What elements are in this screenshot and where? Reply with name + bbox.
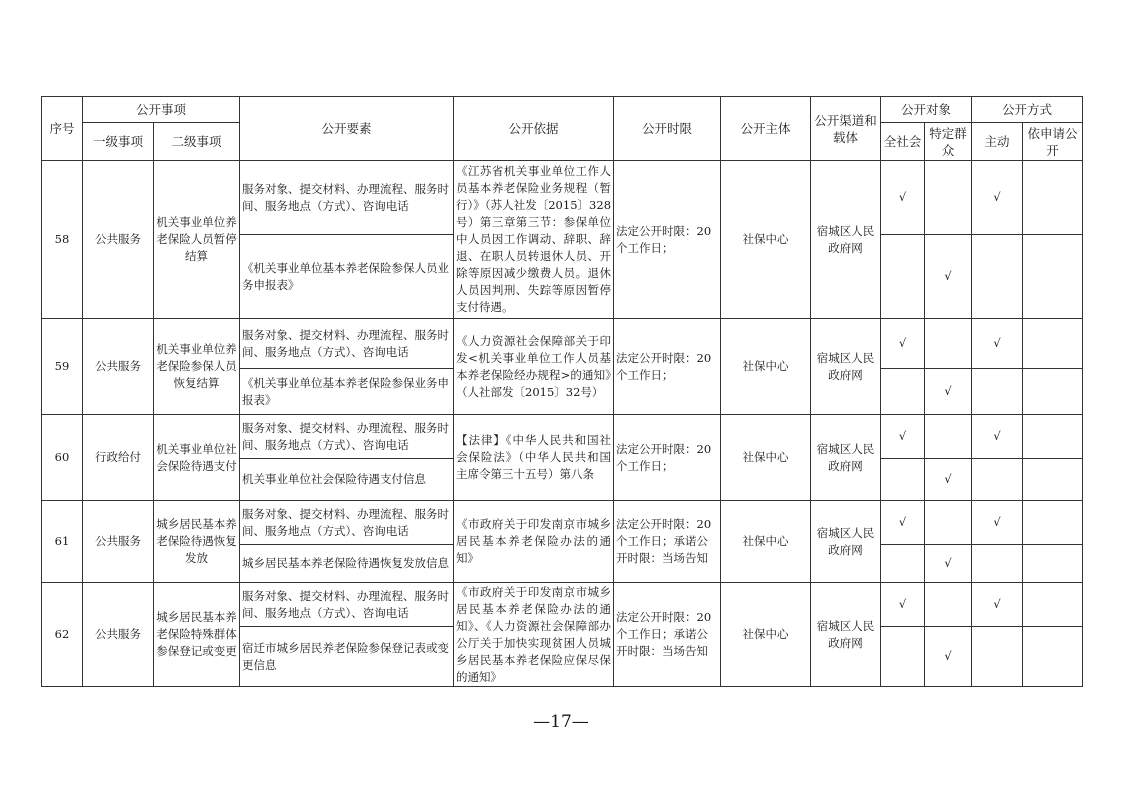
row-level2: 机关事业单位养老保险人员暂停结算: [154, 161, 240, 319]
row-seq: 61: [42, 501, 83, 583]
row-level1: 公共服务: [83, 583, 154, 687]
header-method-active: 主动: [972, 123, 1023, 161]
header-channel: 公开渠道和载体: [811, 97, 881, 161]
check-mark-specific: √: [925, 545, 972, 583]
empty-cell: [1023, 583, 1083, 627]
header-row-1: [42, 97, 1083, 123]
row-element-a: 服务对象、提交材料、办理流程、服务时间、服务地点（方式）、咨询电话: [240, 415, 454, 459]
header-time-limit: 公开时限: [614, 97, 721, 161]
table-row: [42, 583, 1083, 627]
empty-cell: [1023, 501, 1083, 545]
row-element-a: 服务对象、提交材料、办理流程、服务时间、服务地点（方式）、咨询电话: [240, 583, 454, 627]
row-seq: 59: [42, 319, 83, 415]
row-level1: 行政给付: [83, 415, 154, 501]
table-row: [42, 161, 1083, 235]
row-channel: 宿城区人民政府网: [811, 583, 881, 687]
check-mark-active: √: [972, 415, 1023, 459]
row-level1: 公共服务: [83, 161, 154, 319]
header-target-specific: 特定群众: [925, 123, 972, 161]
row-subject: 社保中心: [721, 319, 811, 415]
header-method-apply: 依申请公开: [1023, 123, 1083, 161]
check-mark-specific: √: [925, 459, 972, 501]
header-matter: 公开事项: [83, 97, 240, 123]
header-elements: 公开要素: [240, 97, 454, 161]
check-mark-specific: √: [925, 369, 972, 415]
row-element-a: 服务对象、提交材料、办理流程、服务时间、服务地点（方式）、咨询电话: [240, 161, 454, 235]
row-element-b: 城乡居民基本养老保险待遇恢复发放信息: [240, 545, 454, 583]
row-time-limit: 法定公开时限：20个工作日；: [614, 319, 721, 415]
row-time-limit: 法定公开时限：20个工作日；: [614, 415, 721, 501]
empty-cell: [925, 319, 972, 369]
empty-cell: [1023, 319, 1083, 369]
row-basis: 《江苏省机关事业单位工作人员基本养老保险业务规程（暂行）》（苏人社发〔2015〕328号）第三章第三节：参保单位中人员因工作调动、辞职、辞退、在职人员转退休人员、开除等原因减少缴费人员。退休人员因判刑、失踪等原因暂停支付待遇。: [454, 161, 614, 319]
header-target-all: 全社会: [881, 123, 925, 161]
check-mark-all: √: [881, 501, 925, 545]
empty-cell: [972, 235, 1023, 319]
row-subject: 社保中心: [721, 583, 811, 687]
row-level2: 机关事业单位养老保险参保人员恢复结算: [154, 319, 240, 415]
row-channel: 宿城区人民政府网: [811, 415, 881, 501]
row-time-limit: 法定公开时限：20个工作日；承诺公开时限：当场告知: [614, 583, 721, 687]
header-level1: 一级事项: [83, 123, 154, 161]
row-element-a: 服务对象、提交材料、办理流程、服务时间、服务地点（方式）、咨询电话: [240, 319, 454, 369]
row-seq: 58: [42, 161, 83, 319]
empty-cell: [1023, 627, 1083, 687]
table-row: [42, 501, 1083, 545]
empty-cell: [972, 545, 1023, 583]
check-mark-all: √: [881, 319, 925, 369]
header-method: 公开方式: [972, 97, 1083, 123]
check-mark-specific: √: [925, 627, 972, 687]
row-basis: 《市政府关于印发南京市城乡居民基本养老保险办法的通知》、《人力资源社会保障部办公厅关于加快实现贫困人员城乡居民基本养老保险应保尽保的通知》: [454, 583, 614, 687]
check-mark-active: √: [972, 501, 1023, 545]
empty-cell: [925, 161, 972, 235]
check-mark-active: √: [972, 161, 1023, 235]
empty-cell: [925, 583, 972, 627]
check-mark-all: √: [881, 415, 925, 459]
empty-cell: [1023, 459, 1083, 501]
check-mark-all: √: [881, 583, 925, 627]
row-basis: 《市政府关于印发南京市城乡居民基本养老保险办法的通知》: [454, 501, 614, 583]
table-row: [42, 319, 1083, 369]
empty-cell: [1023, 235, 1083, 319]
empty-cell: [881, 627, 925, 687]
check-mark-specific: √: [925, 235, 972, 319]
empty-cell: [972, 369, 1023, 415]
empty-cell: [881, 369, 925, 415]
row-channel: 宿城区人民政府网: [811, 161, 881, 319]
check-mark-active: √: [972, 583, 1023, 627]
page-number: —17—: [533, 712, 589, 732]
header-seq: 序号: [42, 97, 83, 161]
empty-cell: [1023, 369, 1083, 415]
row-subject: 社保中心: [721, 415, 811, 501]
header-target: 公开对象: [881, 97, 972, 123]
empty-cell: [925, 415, 972, 459]
empty-cell: [972, 627, 1023, 687]
empty-cell: [1023, 545, 1083, 583]
row-time-limit: 法定公开时限：20个工作日；承诺公开时限：当场告知: [614, 501, 721, 583]
row-seq: 60: [42, 415, 83, 501]
row-element-b: 《机关事业单位基本养老保险参保业务申报表》: [240, 369, 454, 415]
row-level1: 公共服务: [83, 319, 154, 415]
table-row: [42, 415, 1083, 459]
row-time-limit: 法定公开时限：20个工作日；: [614, 161, 721, 319]
row-channel: 宿城区人民政府网: [811, 319, 881, 415]
empty-cell: [881, 545, 925, 583]
row-element-b: 宿迁市城乡居民养老保险参保登记表或变更信息: [240, 627, 454, 687]
row-level2: 机关事业单位社会保险待遇支付: [154, 415, 240, 501]
row-element-b: 《机关事业单位基本养老保险参保人员业务申报表》: [240, 235, 454, 319]
empty-cell: [881, 459, 925, 501]
header-basis: 公开依据: [454, 97, 614, 161]
empty-cell: [1023, 415, 1083, 459]
row-channel: 宿城区人民政府网: [811, 501, 881, 583]
row-subject: 社保中心: [721, 161, 811, 319]
row-level2: 城乡居民基本养老保险特殊群体参保登记或变更: [154, 583, 240, 687]
empty-cell: [925, 501, 972, 545]
check-mark-active: √: [972, 319, 1023, 369]
row-level1: 公共服务: [83, 501, 154, 583]
header-level2: 二级事项: [154, 123, 240, 161]
row-seq: 62: [42, 583, 83, 687]
row-element-a: 服务对象、提交材料、办理流程、服务时间、服务地点（方式）、咨询电话: [240, 501, 454, 545]
disclosure-table: [41, 96, 1083, 687]
row-basis: 【法律】《中华人民共和国社会保险法》（中华人民共和国主席令第三十五号）第八条: [454, 415, 614, 501]
check-mark-all: √: [881, 161, 925, 235]
empty-cell: [881, 235, 925, 319]
empty-cell: [972, 459, 1023, 501]
row-element-b: 机关事业单位社会保险待遇支付信息: [240, 459, 454, 501]
row-level2: 城乡居民基本养老保险待遇恢复发放: [154, 501, 240, 583]
row-basis: 《人力资源社会保障部关于印发<机关事业单位工作人员基本养老保险经办规程>的通知》（人社部发〔2015〕32号）: [454, 319, 614, 415]
header-subject: 公开主体: [721, 97, 811, 161]
empty-cell: [1023, 161, 1083, 235]
row-subject: 社保中心: [721, 501, 811, 583]
